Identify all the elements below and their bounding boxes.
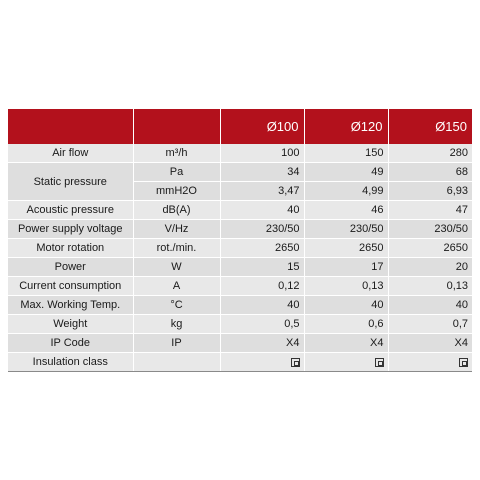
row-label: Air flow <box>8 144 133 163</box>
row-unit: dB(A) <box>133 201 220 220</box>
row-unit: rot./min. <box>133 239 220 258</box>
value-cell: 15 <box>220 258 304 277</box>
row-label: Acoustic pressure <box>8 201 133 220</box>
header-row <box>8 109 472 144</box>
row-unit <box>133 353 220 372</box>
row-label: Power <box>8 258 133 277</box>
row-unit: °C <box>133 296 220 315</box>
row-unit: IP <box>133 334 220 353</box>
row-unit: A <box>133 277 220 296</box>
value-cell: X4 <box>388 334 472 353</box>
row-label: IP Code <box>8 334 133 353</box>
row-unit: m³/h <box>133 144 220 163</box>
value-cell: 40 <box>220 296 304 315</box>
row-unit: Pa <box>133 163 220 182</box>
value-cell: 40 <box>304 296 388 315</box>
table-row <box>8 353 472 372</box>
value-cell: 230/50 <box>388 220 472 239</box>
value-cell: 4,99 <box>304 182 388 201</box>
value-cell: 0,6 <box>304 315 388 334</box>
table-row <box>8 296 472 315</box>
table-row <box>8 163 472 182</box>
value-cell: 6,93 <box>388 182 472 201</box>
table-row <box>8 144 472 163</box>
value-cell: 17 <box>304 258 388 277</box>
table-row <box>8 334 472 353</box>
value-cell: 40 <box>388 296 472 315</box>
table-row <box>8 277 472 296</box>
value-cell: 46 <box>304 201 388 220</box>
row-unit: kg <box>133 315 220 334</box>
value-cell: 0,7 <box>388 315 472 334</box>
value-cell: 40 <box>220 201 304 220</box>
value-cell: 20 <box>388 258 472 277</box>
value-cell <box>220 353 304 372</box>
double-insulation-icon <box>291 358 300 367</box>
value-cell: 2650 <box>220 239 304 258</box>
table-row <box>8 258 472 277</box>
table-row <box>8 315 472 334</box>
row-unit: V/Hz <box>133 220 220 239</box>
value-cell: 2650 <box>304 239 388 258</box>
value-cell: 2650 <box>388 239 472 258</box>
spec-table <box>8 109 472 372</box>
row-label: Motor rotation <box>8 239 133 258</box>
value-cell: 34 <box>220 163 304 182</box>
row-label: Weight <box>8 315 133 334</box>
value-cell: 0,5 <box>220 315 304 334</box>
table-row <box>8 220 472 239</box>
value-cell: 0,13 <box>388 277 472 296</box>
row-label: Current consumption <box>8 277 133 296</box>
header-cell-unit <box>133 109 220 144</box>
value-cell: 68 <box>388 163 472 182</box>
row-label: Insulation class <box>8 353 133 372</box>
value-cell: 49 <box>304 163 388 182</box>
value-cell: X4 <box>304 334 388 353</box>
double-insulation-icon <box>459 358 468 367</box>
header-cell-label <box>8 109 133 144</box>
row-unit: mmH2O <box>133 182 220 201</box>
value-cell: X4 <box>220 334 304 353</box>
value-cell: 47 <box>388 201 472 220</box>
table-row <box>8 239 472 258</box>
row-label: Power supply voltage <box>8 220 133 239</box>
header-cell-d100: Ø100 <box>220 109 304 144</box>
value-cell: 100 <box>220 144 304 163</box>
value-cell <box>388 353 472 372</box>
value-cell: 3,47 <box>220 182 304 201</box>
value-cell: 230/50 <box>220 220 304 239</box>
header-cell-d150: Ø150 <box>388 109 472 144</box>
double-insulation-icon <box>375 358 384 367</box>
row-label: Static pressure <box>8 163 133 201</box>
value-cell: 0,12 <box>220 277 304 296</box>
header-cell-d120: Ø120 <box>304 109 388 144</box>
value-cell: 230/50 <box>304 220 388 239</box>
value-cell: 280 <box>388 144 472 163</box>
row-unit: W <box>133 258 220 277</box>
row-label: Max. Working Temp. <box>8 296 133 315</box>
value-cell: 0,13 <box>304 277 388 296</box>
table-row <box>8 201 472 220</box>
value-cell: 150 <box>304 144 388 163</box>
value-cell <box>304 353 388 372</box>
